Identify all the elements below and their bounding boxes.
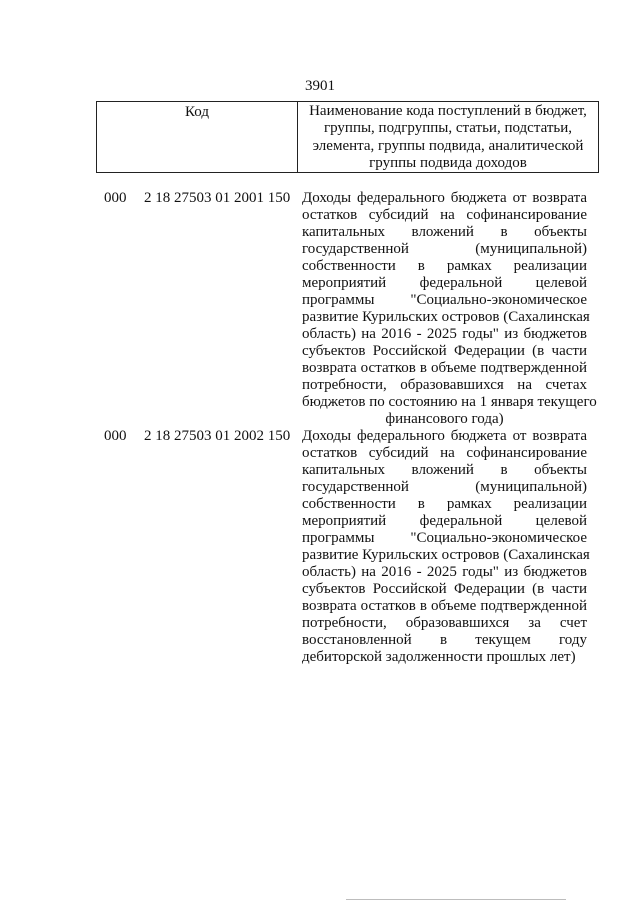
description-line: восстановленной в текущем году [302,632,587,648]
description-line: потребности, образовавшихся на счетах [302,377,587,393]
description-line: Доходы федерального бюджета от возврата [302,190,587,206]
description-line: государственной (муниципальной) [302,479,587,495]
description-line: область) на 2016 - 2025 годы" из бюджетов [302,564,587,580]
description-line: развитие Курильских островов (Сахалинская [302,547,590,563]
description-line: возврата остатков в объеме подтвержденной [302,360,587,376]
revenue-code: 2 18 27503 01 2001 150 [144,190,291,206]
revenue-description [302,190,597,428]
description-line: область) на 2016 - 2025 годы" из бюджетов [302,326,587,342]
revenue-description [302,428,590,666]
description-line: капитальных вложений в объекты [302,224,587,240]
description-line: государственной (муниципальной) [302,241,587,257]
description-line: финансового года) [385,411,504,427]
header-name-line: Наименование кода поступлений в бюджет, [309,103,587,119]
header-code-column: Код [97,102,298,172]
description-line: потребности, образовавшихся за счет [302,615,587,631]
revenue-code: 2 18 27503 01 2002 150 [144,428,291,444]
description-line: дебиторской задолженности прошлых лет) [302,649,576,665]
description-line: программы "Социально-экономическое [302,292,587,308]
description-line: Доходы федерального бюджета от возврата [302,428,587,444]
description-line: мероприятий федеральной целевой [302,275,587,291]
description-line: возврата остатков в объеме подтвержденной [302,598,587,614]
description-line: собственности в рамках реализации [302,496,587,512]
description-line: остатков субсидий на софинансирование [302,207,587,223]
header-name-line: группы, подгруппы, статьи, подстатьи, [323,120,573,137]
description-line: остатков субсидий на софинансирование [302,445,587,461]
header-name-line: элемента, группы подвида, аналитической [312,137,584,154]
description-line: субъектов Российской Федерации (в части [302,343,587,359]
table-header [96,101,599,173]
description-line: мероприятий федеральной целевой [302,513,587,529]
scan-edge-line [346,899,566,900]
description-line: капитальных вложений в объекты [302,462,587,478]
description-line: бюджетов по состоянию на 1 января текущего [302,394,597,410]
header-name-line: группы подвида доходов [369,154,527,171]
description-line: программы "Социально-экономическое [302,530,587,546]
description-line: субъектов Российской Федерации (в части [302,581,587,597]
header-name-column [298,102,598,172]
description-line: собственности в рамках реализации [302,258,587,274]
admin-code: 000 [104,190,127,206]
admin-code: 000 [104,428,127,444]
description-line: развитие Курильских островов (Сахалинская [302,309,590,325]
page-number: 3901 [305,78,335,94]
